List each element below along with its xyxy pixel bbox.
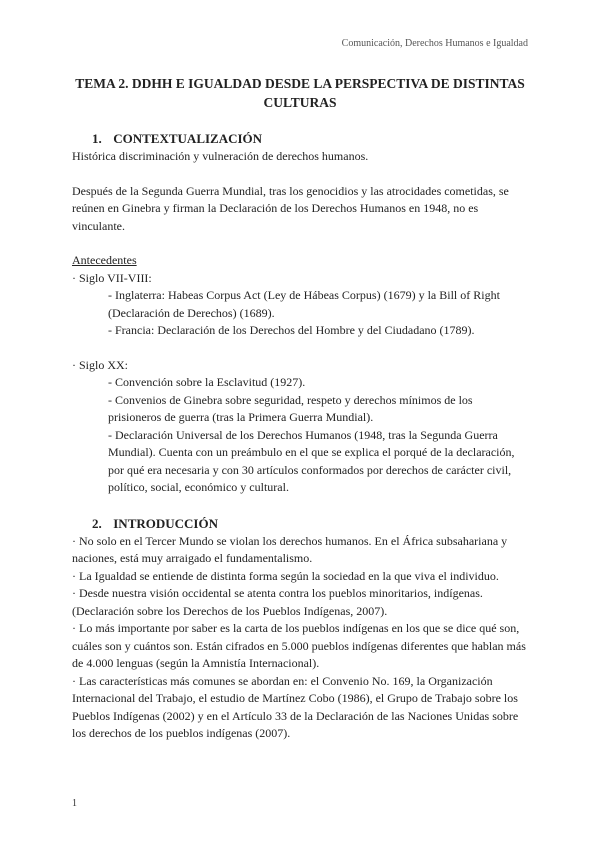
section-2-title: INTRODUCCIÓN bbox=[113, 515, 218, 531]
page-number: 1 bbox=[72, 798, 77, 809]
section-2-heading bbox=[72, 515, 528, 533]
title-line-2: CULTURAS bbox=[263, 95, 337, 110]
section-2-item: · No solo en el Tercer Mundo se violan los derechos humanos. En el África subsahariana y naciones, está muy arraigado el fundamentalismo. bbox=[72, 533, 508, 565]
section-1-paragraph: Después de la Segunda Guerra Mundial, tras los genocidios y las atrocidades cometidas, se reúnen en Ginebra y firman la Declaración de los Derechos Humanos en 1948, no es vinculante. bbox=[72, 183, 509, 233]
section-1-number: 1. bbox=[92, 131, 102, 146]
section-2-item: · Las características más comunes se abordan en: el Convenio No. 169, la Organización Internacional del Trabajo, el estudio de Martínez Cobo (1986), el Grupo de Trabajo sobre los Pueblos Indígenas (2002) y en el Artículo 33 de la Declaración de las Naciones Unidas sobre los derechos de los pueblos indígenas (2007). bbox=[72, 673, 519, 740]
section-1-intro: Histórica discriminación y vulneración de derechos humanos. bbox=[72, 149, 369, 163]
siglo-1-item: - Inglaterra: Habeas Corpus Act (Ley de Hábeas Corpus) (1679) y la Bill of Right (Declaración de Derechos) (1689). bbox=[108, 288, 500, 320]
section-2-number: 2. bbox=[92, 515, 102, 531]
antecedentes-label: Antecedentes bbox=[72, 253, 137, 267]
section-2-item: · Lo más importante por saber es la carta de los pueblos indígenas en los que se dice qué son, cuáles son y cuántos son. Están cifrados en 5.000 pueblos indígenas diferentes que hablan más de 4.000 lenguas (según la Amnistía Internacional). bbox=[72, 621, 526, 670]
section-2-item: · La Igualdad se entiende de distinta forma según la sociedad en la que viva el individuo. bbox=[72, 568, 499, 583]
title-line-1: TEMA 2. DDHH E IGUALDAD DESDE LA PERSPECTIVA DE DISTINTAS bbox=[75, 76, 525, 91]
siglo-2-item: - Convenios de Ginebra sobre seguridad, respeto y derechos mínimos de los prisioneros de guerra (tras la Primera Guerra Mundial). bbox=[108, 392, 473, 424]
running-header: Comunicación, Derechos Humanos e Igualdad bbox=[341, 38, 528, 49]
siglo-2-item: - Convención sobre la Esclavitud (1927). bbox=[108, 375, 306, 389]
document-title bbox=[72, 74, 528, 112]
section-2-item: · Desde nuestra visión occidental se atenta contra los pueblos minoritarios, indígenas. (Declaración sobre los Derechos de los Pueblos Indígenas, 2007). bbox=[72, 586, 483, 618]
siglo-1-label: · Siglo VII-VIII: bbox=[72, 270, 152, 285]
siglo-2-label: · Siglo XX: bbox=[72, 357, 129, 372]
siglo-2-item: - Declaración Universal de los Derechos Humanos (1948, tras la Segunda Guerra Mundial). Cuenta con un preámbulo en el que se explica el porqué de la declaración, por qué era necesaria y con 30 artículos conformados por derechos de carácter civil, político, social, económico y cultural. bbox=[108, 427, 515, 494]
siglo-1-item: - Francia: Declaración de los Derechos del Hombre y del Ciudadano (1789). bbox=[108, 323, 475, 337]
section-1-title: CONTEXTUALIZACIÓN bbox=[113, 131, 263, 146]
page-content bbox=[72, 74, 528, 743]
section-1-heading bbox=[72, 130, 528, 148]
